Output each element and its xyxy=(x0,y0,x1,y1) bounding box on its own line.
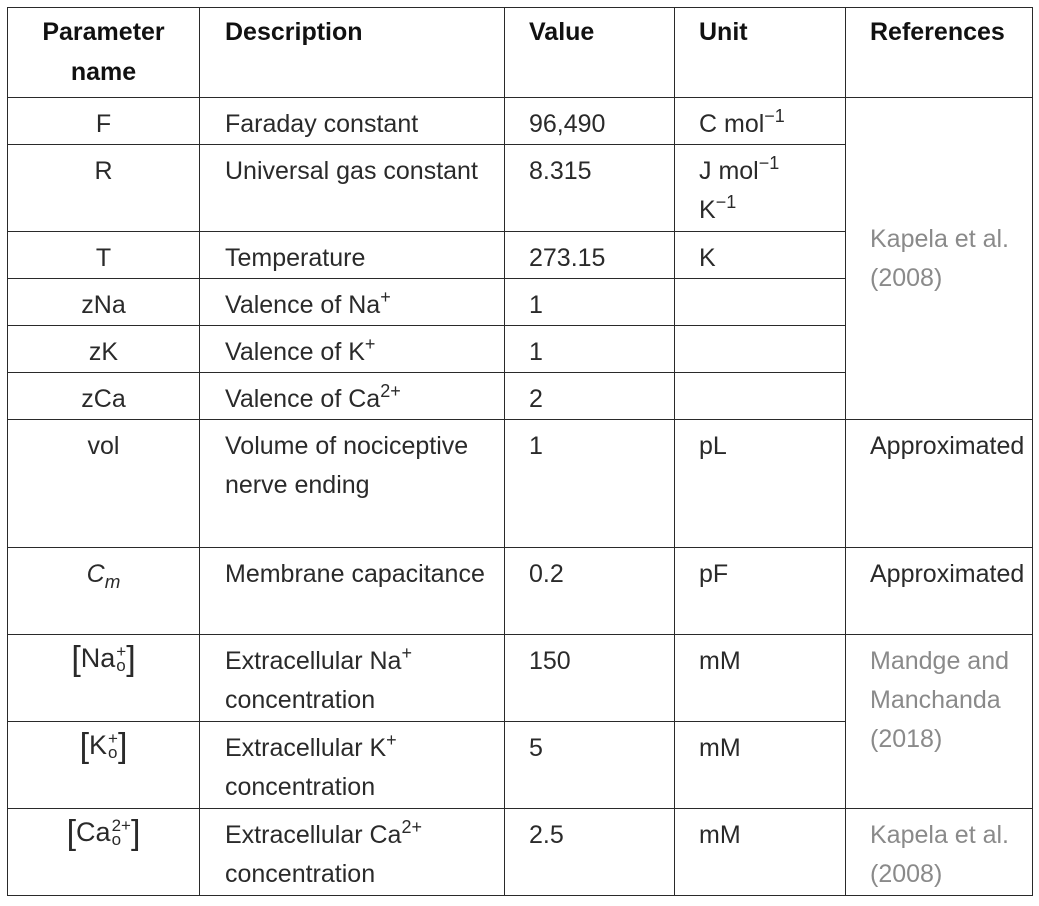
param-name xyxy=(8,809,200,896)
param-name: R xyxy=(8,145,200,232)
reference-kapela-2[interactable]: Kapela et al. (2008) xyxy=(846,809,1033,896)
param-value: 2.5 xyxy=(505,809,675,896)
desc-text: Valence of Ca xyxy=(225,385,381,413)
desc-charge: + xyxy=(380,287,391,308)
reference-approximated: Approximated xyxy=(846,548,1033,635)
param-description: Temperature xyxy=(200,232,505,279)
header-parameter-name-text: Parameter name xyxy=(42,18,165,86)
param-description: Volume of nociceptive nerve ending xyxy=(200,420,505,548)
ion-symbol: Na xyxy=(80,643,116,673)
parameter-table xyxy=(7,7,1033,896)
header-unit: Unit xyxy=(675,8,846,98)
desc-charge: 2+ xyxy=(401,817,422,838)
table-row xyxy=(8,98,1033,145)
param-name: zCa xyxy=(8,373,200,420)
param-value: 2 xyxy=(505,373,675,420)
unit-text: C mol xyxy=(699,110,765,138)
param-value: 0.2 xyxy=(505,548,675,635)
ion-concentration-symbol xyxy=(67,813,141,852)
right-bracket: ] xyxy=(130,813,141,852)
desc-charge: + xyxy=(364,334,376,355)
param-unit: pF xyxy=(675,548,846,635)
param-description xyxy=(200,279,505,326)
param-description xyxy=(200,635,505,722)
param-description xyxy=(200,722,505,809)
param-unit xyxy=(675,326,846,373)
param-unit xyxy=(675,279,846,326)
param-unit: mM xyxy=(675,635,846,722)
param-unit: mM xyxy=(675,722,846,809)
desc-text: Extracellular K xyxy=(225,734,387,762)
ion-sup-sub xyxy=(116,641,127,675)
desc-text-2: concentration xyxy=(225,773,376,801)
param-description xyxy=(200,326,505,373)
param-description: Membrane capacitance xyxy=(200,548,505,635)
ion-symbol: Ca xyxy=(76,817,111,847)
param-unit: mM xyxy=(675,809,846,896)
param-value: 5 xyxy=(505,722,675,809)
unit-exponent-2: −1 xyxy=(715,192,737,213)
param-value: 8.315 xyxy=(505,145,675,232)
reference-kapela[interactable]: Kapela et al. (2008) xyxy=(846,98,1033,420)
unit-exponent: −1 xyxy=(758,153,780,174)
param-unit xyxy=(675,98,846,145)
ion-sup-sub xyxy=(111,815,131,849)
desc-charge: 2+ xyxy=(380,381,401,402)
desc-charge: + xyxy=(401,643,412,664)
param-unit xyxy=(675,145,846,232)
reference-approximated: Approximated xyxy=(846,420,1033,548)
table-header-row xyxy=(8,8,1033,98)
param-value: 1 xyxy=(505,279,675,326)
param-name: F xyxy=(8,98,200,145)
param-unit xyxy=(675,373,846,420)
right-bracket: ] xyxy=(126,639,136,678)
desc-text-2: concentration xyxy=(225,860,376,888)
param-unit: K xyxy=(675,232,846,279)
header-description: Description xyxy=(200,8,505,98)
param-value: 96,490 xyxy=(505,98,675,145)
right-bracket: ] xyxy=(117,726,128,765)
ion-concentration-symbol xyxy=(80,726,128,765)
left-bracket: [ xyxy=(71,639,81,678)
param-name xyxy=(8,635,200,722)
ion-location: o xyxy=(111,829,122,849)
reference-mandge[interactable]: Mandge and Manchanda (2018) xyxy=(846,635,1033,809)
desc-charge: + xyxy=(386,730,397,751)
table-row xyxy=(8,635,1033,722)
ion-charge: 2+ xyxy=(111,815,131,835)
ion-concentration-symbol xyxy=(71,639,135,678)
header-value: Value xyxy=(505,8,675,98)
symbol-text: C xyxy=(86,560,105,588)
desc-text: Valence of K xyxy=(225,338,365,366)
ion-location: o xyxy=(116,655,126,675)
param-description: Faraday constant xyxy=(200,98,505,145)
param-name xyxy=(8,548,200,635)
desc-text-2: concentration xyxy=(225,686,376,714)
ion-charge: + xyxy=(108,728,118,748)
ion-symbol: K xyxy=(89,730,108,760)
param-name xyxy=(8,722,200,809)
desc-text: Valence of Na xyxy=(225,291,381,319)
param-name: vol xyxy=(8,420,200,548)
desc-text: Extracellular Ca xyxy=(225,821,402,849)
header-parameter-name xyxy=(8,8,200,98)
ion-sup-sub xyxy=(108,728,118,762)
unit-exponent: −1 xyxy=(764,106,785,127)
header-references: References xyxy=(846,8,1033,98)
unit-text-2: K xyxy=(699,196,716,224)
ion-charge: + xyxy=(116,641,127,661)
symbol-subscript: m xyxy=(104,571,121,592)
unit-text: J mol xyxy=(699,157,759,185)
param-value: 1 xyxy=(505,420,675,548)
param-unit: pL xyxy=(675,420,846,548)
param-name: zK xyxy=(8,326,200,373)
param-name: zNa xyxy=(8,279,200,326)
param-description: Universal gas constant xyxy=(200,145,505,232)
ion-location: o xyxy=(108,742,118,762)
left-bracket: [ xyxy=(79,726,90,765)
param-value: 150 xyxy=(505,635,675,722)
table-row xyxy=(8,548,1033,635)
table-row xyxy=(8,809,1033,896)
param-name: T xyxy=(8,232,200,279)
param-description xyxy=(200,373,505,420)
param-value: 1 xyxy=(505,326,675,373)
left-bracket: [ xyxy=(66,813,77,852)
param-value: 273.15 xyxy=(505,232,675,279)
desc-text: Extracellular Na xyxy=(225,647,402,675)
param-description xyxy=(200,809,505,896)
table-row xyxy=(8,420,1033,548)
